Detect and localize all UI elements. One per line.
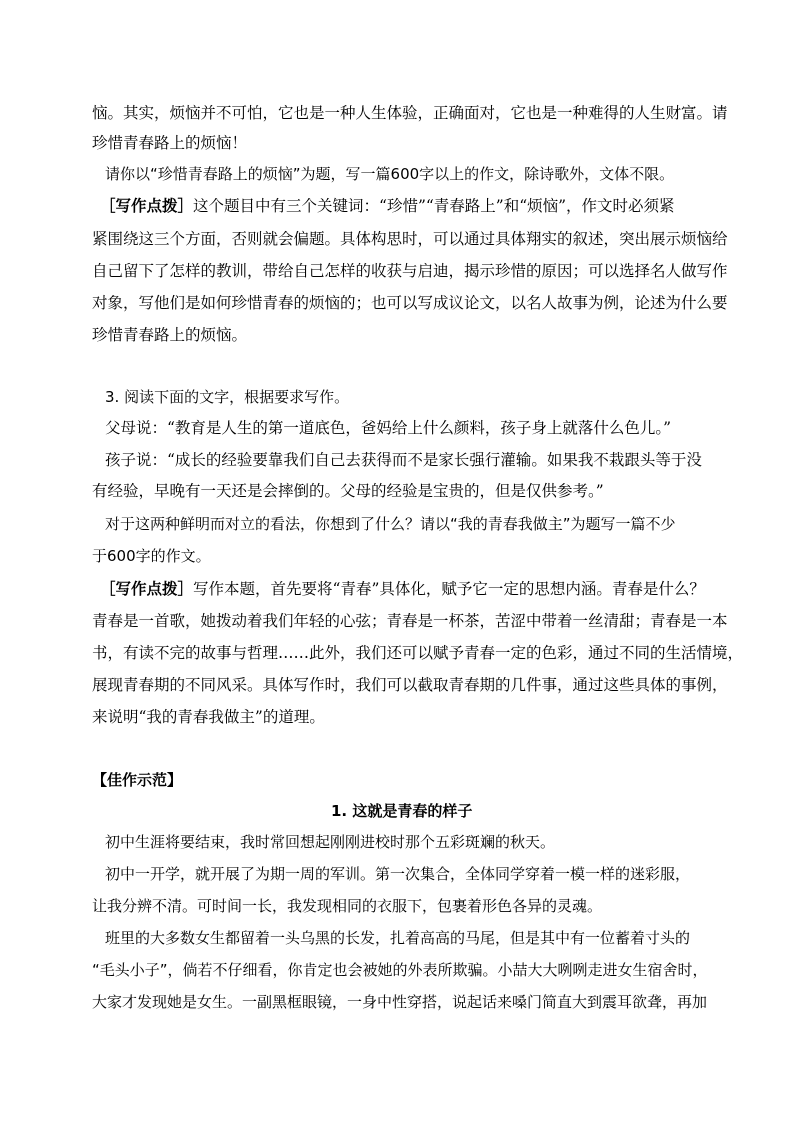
- writing-tip-line: 对象，写他们是如何珍惜青春的烦恼的；也可以写成议论文，以名人故事为例，论述为什么要: [92, 294, 728, 312]
- child-quote-line: 孩子说：“成长的经验要靠我们自己去获得而不是家长强行灌输。如果我不栽跟头等于没: [105, 451, 702, 469]
- essay-title: 1. 这就是青春的样子: [331, 802, 473, 820]
- writing-tip-line: 青春是一首歌，她拨动着我们年轻的心弦；青春是一杯茶，苦涩中带着一丝清甜；青春是一本: [92, 612, 728, 630]
- essay-prompt: 请你以“珍惜青春路上的烦恼”为题，写一篇600字以上的作文，除诗歌外，文体不限。: [105, 165, 675, 183]
- writing-tip-line: 珍惜青春路上的烦恼。: [92, 326, 248, 344]
- essay-line: 让我分辨不清。可时间一长，我发现相同的衣服下，包裹着形色各异的灵魂。: [92, 897, 603, 915]
- writing-tip-line: 书，有读不完的故事与哲理……此外，我们还可以赋予青春一定的色彩，通过不同的生活情境，: [92, 644, 744, 662]
- essay-line: 班里的大多数女生都留着一头乌黑的长发，扎着高高的马尾，但是其中有一位蓄着寸头的: [105, 929, 691, 947]
- essay-line: 大家才发现她是女生。一副黑框眼镜，一身中性穿搭，说起话来嗓门简直大到震耳欲聋，再加: [92, 993, 708, 1011]
- writing-tip-text: 写作本题，首先要将“青春”具体化，赋予它一定的思想内涵。青春是什么？: [193, 580, 705, 598]
- writing-tip-first-line: [100, 196, 675, 216]
- writing-tip-text: 这个题目中有三个关键词：“珍惜”“青春路上”和“烦恼”，作文时必须紧: [193, 197, 675, 215]
- question-heading: 3. 阅读下面的文字，根据要求写作。: [105, 388, 350, 406]
- writing-tip-line: 展现青春期的不同风采。具体写作时，我们可以截取青春期的几件事，通过这些具体的事例，: [92, 676, 728, 694]
- writing-tip-label: ［写作点拨］: [100, 196, 194, 215]
- question-prompt-line: 于600字的作文。: [92, 547, 211, 565]
- parents-quote: 父母说：“教育是人生的第一道底色，爸妈给上什么颜料，孩子身上就落什么色儿。”: [105, 419, 672, 437]
- writing-tip-line: 来说明“我的青春我做主”的道理。: [92, 708, 325, 726]
- writing-tip-line: 紧围绕这三个方面，否则就会偏题。具体构思时，可以通过具体翔实的叙述，突出展示烦恼给: [92, 230, 728, 248]
- paragraph-line: 珍惜青春路上的烦恼！: [92, 134, 248, 152]
- paragraph-line: 恼。其实，烦恼并不可怕，它也是一种人生体验，正确面对，它也是一种难得的人生财富。请: [92, 104, 728, 122]
- writing-tip-label: ［写作点拨］: [100, 579, 194, 598]
- section-heading: 【佳作示范】: [92, 771, 183, 789]
- child-quote-line: 有经验，早晚有一天还是会摔倒的。父母的经验是宝贵的，但是仅供参考。”: [92, 482, 604, 500]
- writing-tip-first-line: [100, 579, 705, 599]
- essay-line: 初中一开学，就开展了为期一周的军训。第一次集合，全体同学穿着一模一样的迷彩服，: [105, 865, 691, 883]
- essay-line: “毛头小子”，倘若不仔细看，你肯定也会被她的外表所欺骗。小喆大大咧咧走进女生宿舍时，: [92, 961, 708, 979]
- essay-line: 初中生涯将要结束，我时常回想起刚刚进校时那个五彩斑斓的秋天。: [105, 833, 556, 851]
- writing-tip-line: 自己留下了怎样的教训，带给自己怎样的收获与启迪，揭示珍惜的原因；可以选择名人做写作: [92, 262, 728, 280]
- question-prompt-line: 对于这两种鲜明而对立的看法，你想到了什么？请以“我的青春我做主”为题写一篇不少: [105, 515, 676, 533]
